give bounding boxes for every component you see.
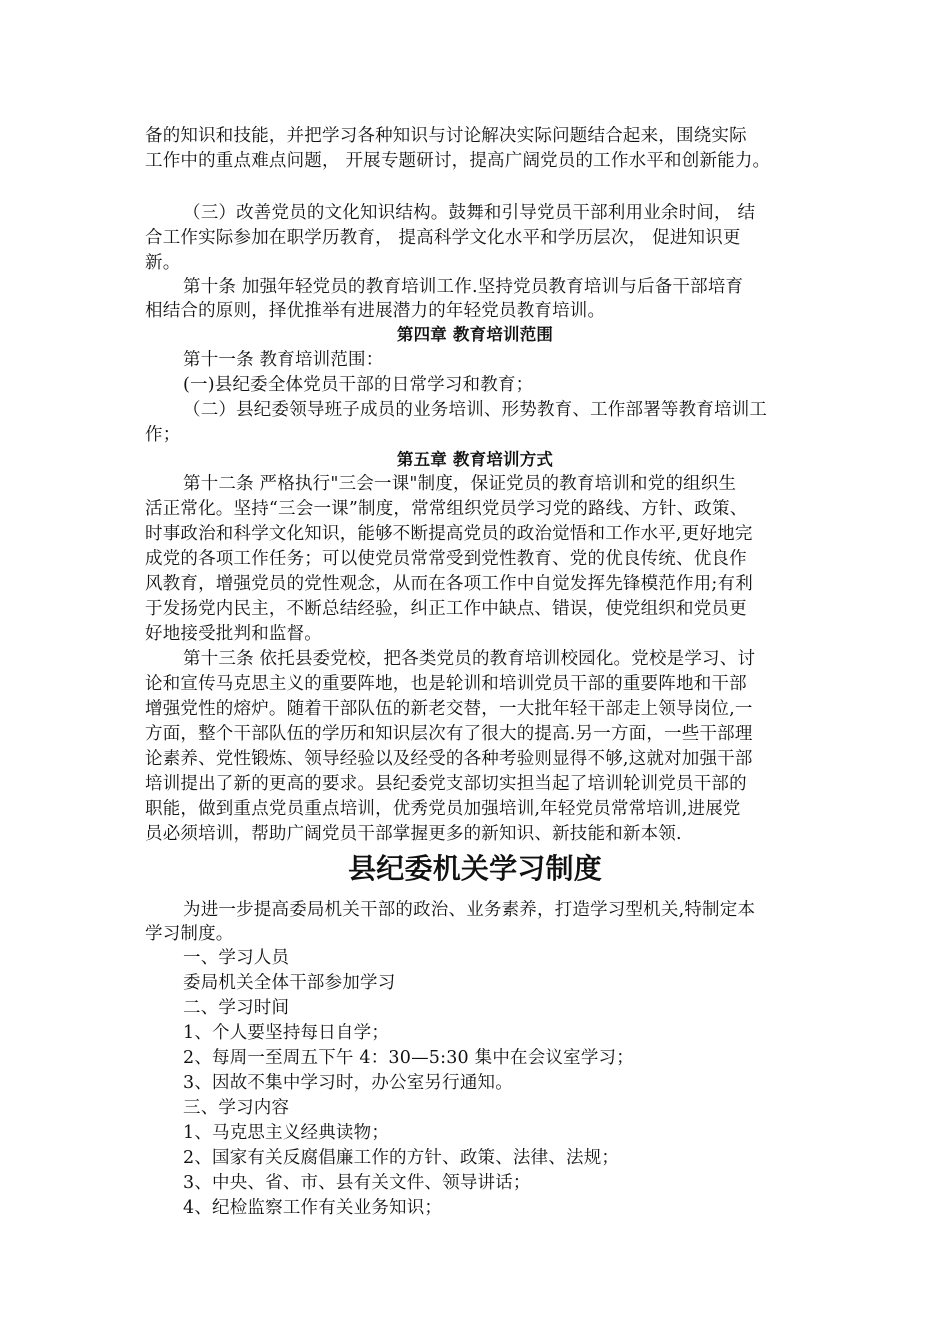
paragraph-line: 职能，做到重点党员重点培训，优秀党员加强培训,年轻党员常常培训,进展党: [145, 799, 741, 819]
paragraph-line: 备的知识和技能，并把学习各种知识与讨论解决实际问题结合起来，围绕实际: [145, 126, 747, 146]
paragraph-line: 委局机关全体干部参加学习: [183, 973, 396, 993]
paragraph-line: 时事政治和科学文化知识，能够不断提高党员的政治觉悟和工作水平,更好地完: [145, 524, 753, 544]
list-item: 3、中央、省、市、县有关文件、领导讲话；: [183, 1173, 531, 1193]
list-item: 2、国家有关反腐倡廉工作的方针、政策、法律、法规；: [183, 1148, 620, 1168]
paragraph-line: 第十一条 教育培训范围：: [183, 350, 384, 370]
list-item: 4、纪检监察工作有关业务知识；: [183, 1198, 443, 1218]
paragraph-line: 活正常化。坚持“三会一课”制度，常常组织党员学习党的路线、方针、政策、: [145, 499, 748, 519]
section-heading: 二、学习时间: [183, 998, 290, 1018]
paragraph-line: 新。: [145, 253, 181, 273]
paragraph-line: 第十条 加强年轻党员的教育培训工作.坚持党员教育培训与后备干部培育: [183, 277, 744, 297]
paragraph-line: 增强党性的熔炉。随着干部队伍的新老交替，一大批年轻干部走上领导岗位,一: [145, 699, 753, 719]
paragraph-line: 工作中的重点难点问题， 开展专题研讨，提高广阔党员的工作水平和创新能力。: [145, 151, 771, 171]
paragraph-line: (一)县纪委全体党员干部的日常学习和教育；: [183, 375, 534, 395]
paragraph-line: 为进一步提高委局机关干部的政治、业务素养，打造学习型机关,特制定本: [183, 900, 756, 920]
section-heading: 一、学习人员: [183, 948, 290, 968]
paragraph-line: 成党的各项工作任务；可以使党员常常受到党性教育、党的优良传统、优良作: [145, 549, 747, 569]
paragraph-line: 合工作实际参加在职学历教育， 提高科学文化水平和学历层次， 促进知识更: [145, 228, 741, 248]
list-item: 2、每周一至周五下午 4：30—5:30 集中在会议室学习；: [183, 1048, 634, 1068]
paragraph-line: 方面，整个干部队伍的学历和知识层次有了很大的提高.另一方面，一些干部理: [145, 724, 753, 744]
list-item: 1、马克思主义经典读物；: [183, 1123, 390, 1143]
chapter-heading: 第四章 教育培训范围: [396, 325, 554, 344]
paragraph-line: 培训提出了新的更高的要求。县纪委党支部切实担当起了培训轮训党员干部的: [145, 774, 747, 794]
paragraph-line: （三）改善党员的文化知识结构。鼓舞和引导党员干部利用业余时间， 结: [183, 203, 756, 223]
paragraph-line: （二）县纪委领导班子成员的业务培训、形势教育、工作部署等教育培训工: [183, 400, 768, 420]
document-title: 县纪委机关学习制度: [348, 852, 602, 885]
list-item: 1、个人要坚持每日自学；: [183, 1023, 390, 1043]
paragraph-line: 员必须培训，帮助广阔党员干部掌握更多的新知识、新技能和新本领.: [145, 824, 682, 844]
paragraph-line: 论和宣传马克思主义的重要阵地，也是轮训和培训党员干部的重要阵地和干部: [145, 674, 747, 694]
paragraph-line: 风教育，增强党员的党性观念，从而在各项工作中自觉发挥先锋模范作用;有利: [145, 574, 753, 594]
paragraph-line: 论素养、党性锻炼、领导经验以及经受的各种考验则显得不够,这就对加强干部: [145, 749, 753, 769]
section-heading: 三、学习内容: [183, 1098, 290, 1118]
paragraph-line: 作；: [145, 425, 181, 445]
paragraph-line: 好地接受批判和监督。: [145, 624, 322, 644]
paragraph-line: 于发扬党内民主，不断总结经验，纠正工作中缺点、错误，使党组织和党员更: [145, 599, 747, 619]
paragraph-line: 相结合的原则，择优推举有进展潜力的年轻党员教育培训。: [145, 301, 606, 321]
paragraph-line: 学习制度。: [145, 924, 234, 944]
list-item: 3、因故不集中学习时，办公室另行通知。: [183, 1073, 513, 1093]
paragraph-line: 第十三条 依托县委党校，把各类党员的教育培训校园化。党校是学习、讨: [183, 649, 756, 669]
chapter-heading: 第五章 教育培训方式: [396, 450, 554, 469]
paragraph-line: 第十二条 严格执行"三会一课"制度，保证党员的教育培训和党的组织生: [183, 474, 737, 494]
